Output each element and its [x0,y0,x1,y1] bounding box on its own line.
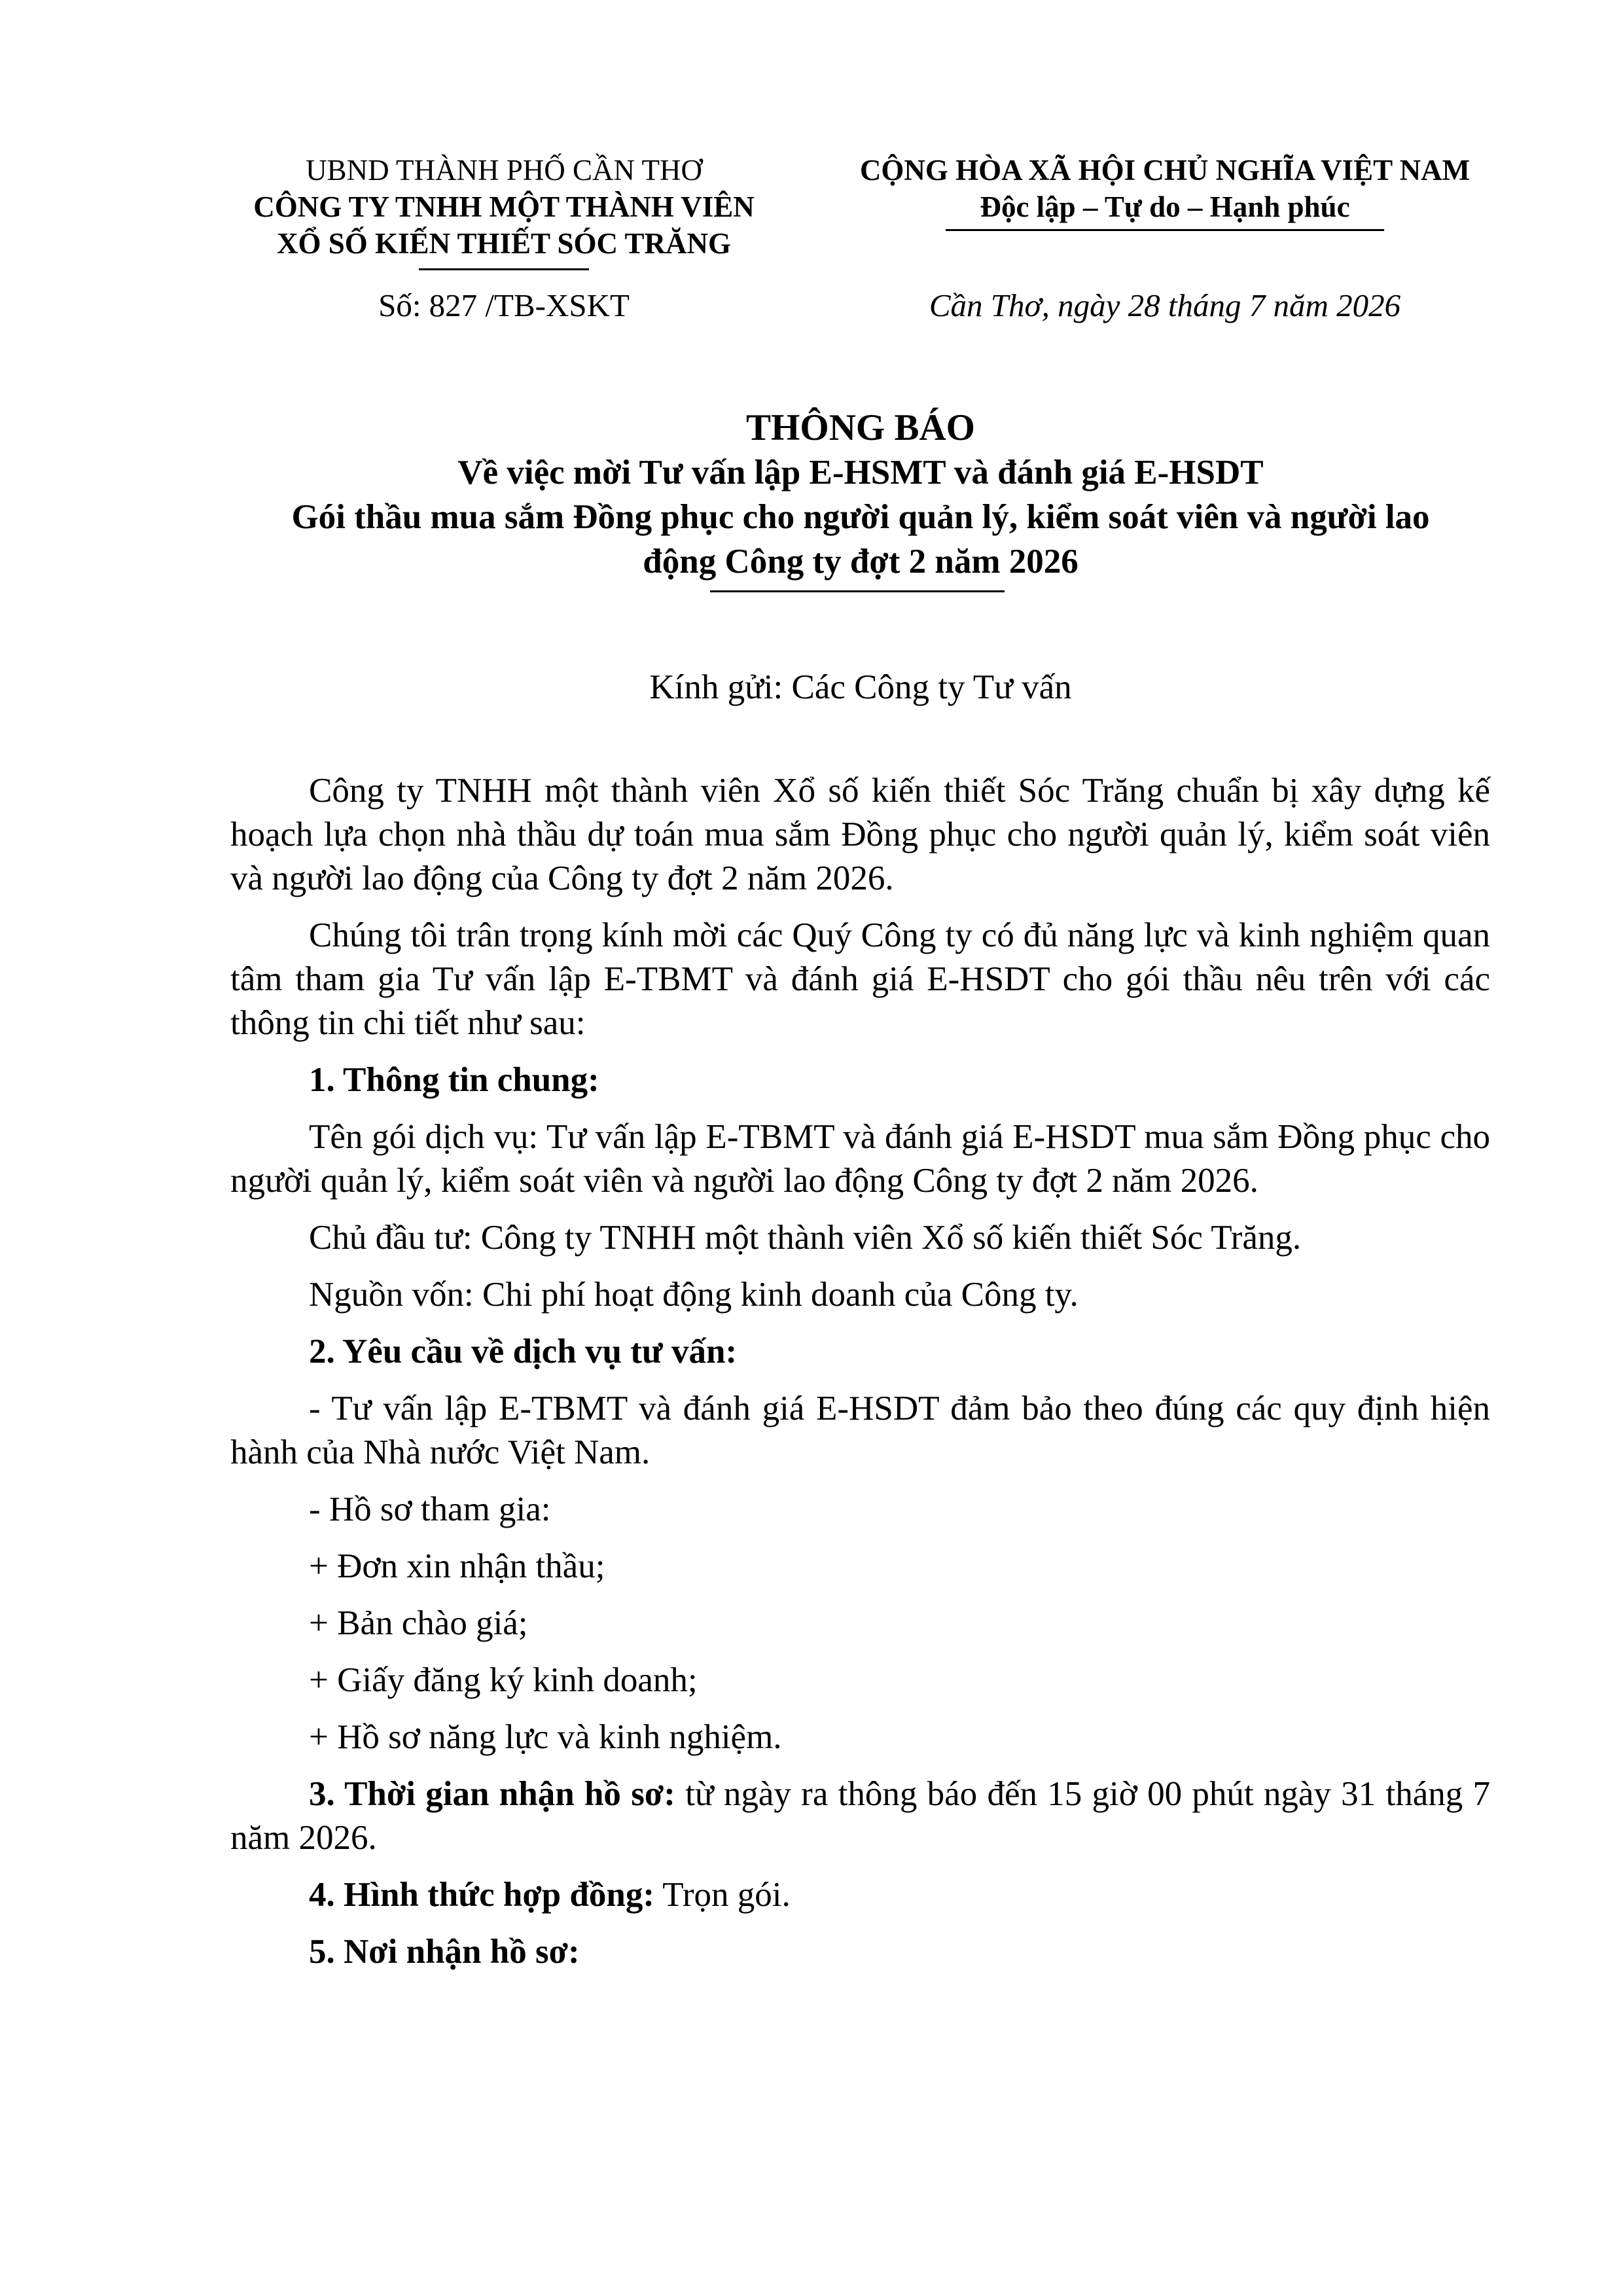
greeting: Kính gửi: Các Công ty Tư vấn [649,668,1072,706]
notice-package-line2: động Công ty đợt 2 năm 2026 [643,543,1079,581]
document-item: + Hồ sơ năng lực và kinh nghiệm. [309,1718,782,1756]
document-item: + Bản chào giá; [309,1604,528,1642]
notice-title: THÔNG BÁO [746,407,975,448]
issuer-company-line1: CÔNG TY TNHH MỘT THÀNH VIÊN [253,190,755,223]
place-date: Cần Thơ, ngày 28 tháng 7 năm 2026 [929,287,1401,323]
issuer-underline [419,268,589,270]
notice-subject: Về việc mời Tư vấn lập E-HSMT và đánh giá E-HSDT [457,454,1264,492]
section-4 [230,1873,1490,1917]
consulting-requirement: - Tư vấn lập E-TBMT và đánh giá E-HSDT đảm bảo theo đúng các quy định hiện hành của Nhà nước Việt Nam. [230,1390,1490,1471]
national-title: CỘNG HÒA XÃ HỘI CHỦ NGHĨA VIỆT NAM [859,154,1471,187]
document-item: + Đơn xin nhận thầu; [309,1547,605,1585]
intro-paragraph-2: Chúng tôi trân trọng kính mời các Quý Công ty có đủ năng lực và kinh nghiệm quan tâm tham gia Tư vấn lập E-TBMT và đánh giá E-HSDT cho gói thầu nêu trên với các thông tin chi tiết như sau: [230,916,1490,1042]
investor: Chủ đầu tư: Công ty TNHH một thành viên Xổ số kiến thiết Sóc Trăng. [309,1219,1302,1257]
section-3-label: 3. Thời gian nhận hồ sơ: [309,1775,675,1813]
intro-paragraph-1: Công ty TNHH một thành viên Xổ số kiến thiết Sóc Trăng chuẩn bị xây dựng kế hoạch lựa chọn nhà thầu dự toán mua sắm Đồng phục cho người quản lý, kiểm soát viên và người lao động của Công ty đợt 2 năm 2026. [230,772,1490,897]
section-3-text: từ ngày ra thông báo đến 15 giờ 00 phút ngày 31 tháng 7 năm 2026. [230,1775,1490,1857]
issuer-authority: UBND THÀNH PHỐ CẦN THƠ [306,154,702,187]
section-4-text: Trọn gói. [654,1876,791,1914]
funding-source: Nguồn vốn: Chi phí hoạt động kinh doanh của Công ty. [309,1276,1079,1314]
notice-body [230,769,1490,1987]
section-1-heading: 1. Thông tin chung: [309,1061,599,1099]
section-2-heading: 2. Yêu cầu về dịch vụ tư vấn: [309,1333,738,1371]
required-documents: - Hồ sơ tham gia: [309,1490,551,1528]
issuer-header [216,152,792,262]
section-3 [230,1772,1490,1860]
national-header [805,152,1525,225]
notice-package-line1: Gói thầu mua sắm Đồng phục cho người quản lý, kiểm soát viên và người lao [291,498,1430,536]
section-5-heading: 5. Nơi nhận hồ sơ: [309,1933,580,1971]
national-motto: Độc lập – Tự do – Hạnh phúc [980,190,1350,223]
notice-title-block [216,406,1505,584]
motto-underline [946,229,1384,231]
title-underline [710,590,1005,592]
issuer-company-line2: XỔ SỐ KIẾN THIẾT SÓC TRĂNG [277,227,731,260]
document-item: + Giấy đăng ký kinh doanh; [309,1661,698,1699]
document-number: Số: 827 /TB-XSKT [378,287,630,323]
section-4-label: 4. Hình thức hợp đồng: [309,1876,655,1914]
service-name: Tên gói dịch vụ: Tư vấn lập E-TBMT và đánh giá E-HSDT mua sắm Đồng phục cho người quản lý, kiểm soát viên và người lao động Công ty đợt 2 năm 2026. [230,1118,1490,1200]
